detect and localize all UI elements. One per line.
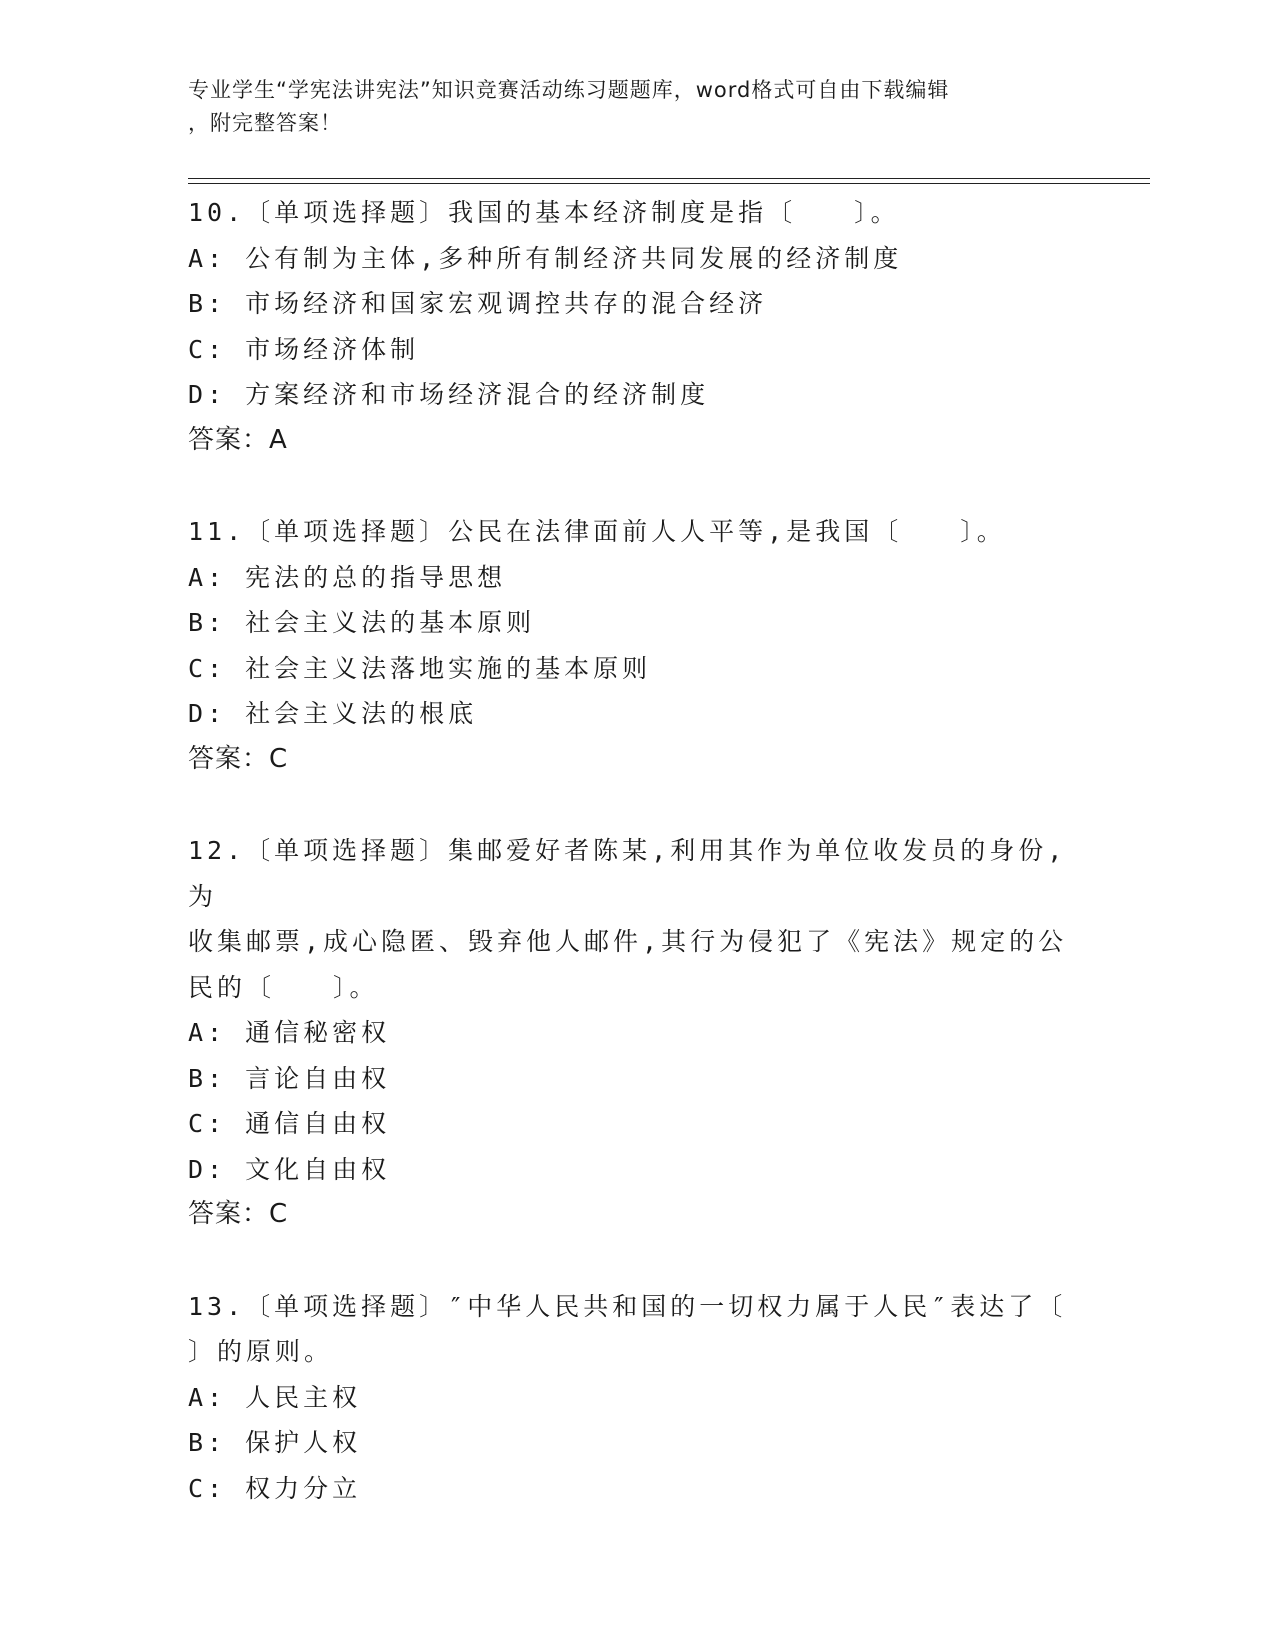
option-letter: B:	[188, 289, 227, 318]
option-letter: D:	[188, 380, 227, 409]
option-row	[188, 600, 1088, 646]
answer-line: 答案：A	[188, 424, 288, 455]
option-letter: B:	[188, 1063, 227, 1093]
question-text: 民的〔 〕。	[188, 972, 379, 1002]
option-row	[188, 1010, 1088, 1056]
option-row	[188, 1375, 1088, 1421]
header-line-2: ，附完整答案！	[188, 111, 342, 135]
option-row	[188, 1101, 1088, 1147]
option-text: 言论自由权	[245, 1063, 391, 1093]
question-text: 13.〔单项选择题〕″中华人民共和国的一切权力属于人民″表达了〔	[188, 1291, 1067, 1321]
question-list	[188, 190, 1088, 1557]
option-row	[188, 236, 1088, 282]
option-row	[188, 372, 1088, 418]
question-block	[188, 190, 1088, 463]
option-text: 文化自由权	[245, 1154, 391, 1184]
option-letter: B:	[188, 608, 227, 637]
option-text: 人民主权	[245, 1382, 362, 1412]
header-rule-bottom	[188, 183, 1150, 184]
option-text: 权力分立	[245, 1473, 362, 1503]
option-letter: D:	[188, 1154, 227, 1184]
answer-line: 答案：C	[188, 1199, 289, 1229]
header-line-1: 专业学生“学宪法讲宪法”知识竞赛活动练习题题库，word格式可自由下载编辑	[188, 78, 950, 102]
option-row	[188, 691, 1088, 737]
option-row	[188, 646, 1088, 692]
option-letter: B:	[188, 1428, 227, 1457]
option-letter: C:	[188, 1473, 227, 1503]
option-text: 市场经济和国家宏观调控共存的混合经济	[245, 289, 768, 318]
question-text: 10.〔单项选择题〕我国的基本经济制度是指〔 〕。	[188, 198, 900, 227]
option-letter: C:	[188, 653, 227, 683]
option-text: 社会主义法落地实施的基本原则	[245, 653, 652, 683]
question-block	[188, 509, 1088, 782]
document-header	[188, 74, 1088, 140]
option-text: 公有制为主体,多种所有制经济共同发展的经济制度	[245, 243, 903, 273]
option-letter: A:	[188, 243, 227, 273]
option-text: 市场经济体制	[245, 334, 420, 364]
option-text: 通信秘密权	[245, 1018, 391, 1047]
option-text: 社会主义法的根底	[245, 699, 478, 728]
question-text: 12.〔单项选择题〕集邮爱好者陈某,利用其作为单位收发员的身份,为	[188, 836, 1067, 911]
header-rule-top	[188, 178, 1150, 179]
option-row	[188, 327, 1088, 373]
option-letter: A:	[188, 1018, 227, 1047]
option-text: 通信自由权	[245, 1109, 391, 1138]
answer-line: 答案：C	[188, 743, 289, 774]
option-text: 保护人权	[245, 1428, 362, 1457]
option-text: 宪法的总的指导思想	[245, 562, 507, 592]
question-block	[188, 1284, 1088, 1512]
question-text: 〕的原则。	[188, 1337, 334, 1366]
option-text: 社会主义法的基本原则	[245, 608, 536, 637]
question-text: 11.〔单项选择题〕公民在法律面前人人平等,是我国〔 〕。	[188, 517, 1006, 546]
question-text: 收集邮票,成心隐匿、毁弃他人邮件,其行为侵犯了《宪法》规定的公	[188, 927, 1068, 956]
option-letter: C:	[188, 1109, 227, 1138]
option-row	[188, 1056, 1088, 1102]
question-block	[188, 828, 1088, 1238]
option-text: 方案经济和市场经济混合的经济制度	[245, 380, 710, 409]
option-row	[188, 281, 1088, 327]
option-row	[188, 1420, 1088, 1466]
option-row	[188, 555, 1088, 601]
option-letter: A:	[188, 562, 227, 592]
option-row	[188, 1147, 1088, 1193]
option-letter: C:	[188, 334, 227, 364]
option-row	[188, 1466, 1088, 1512]
option-letter: A:	[188, 1382, 227, 1412]
option-letter: D:	[188, 699, 227, 728]
